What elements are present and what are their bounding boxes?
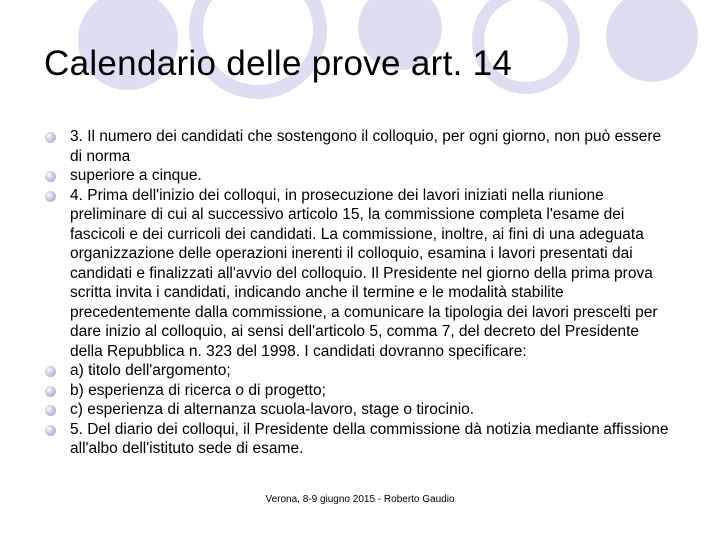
bullet-item: [0, 127, 720, 166]
bullet-icon: [45, 425, 56, 436]
deco-circle-3: [606, 0, 698, 82]
bullet-text: c) esperienza di alternanza scuola-lavoro, stage o tirocinio.: [70, 401, 475, 418]
bullet-icon: [45, 405, 56, 416]
bullet-list: [0, 127, 720, 459]
bullet-icon: [45, 132, 56, 143]
bullet-text: 4. Prima dell'inizio dei colloqui, in prosecuzione dei lavori iniziati nella riunione preliminare di cui al successivo articolo 15, la commissione completa l'esame dei fascicoli e dei curricoli dei candidati. La commissione, inoltre, ai fini di una adeguata organizzazione delle operazioni inerenti il colloquio, esamina i lavori presentati dai candidati e finalizzati all'avvio del colloquio. Il Presidente nel giorno della prima prova scritta invita i candidati, indicando anche il termine e le modalità stabilite precedentemente dalla commissione, a comunicare la tipologia dei lavori prescelti per dare inizio al colloquio, ai sensi dell'articolo 5, comma 7, del decreto del Presidente della Repubblica n. 323 del 1998. I candidati dovranno specificare:: [70, 186, 658, 360]
bullet-text: b) esperienza di ricerca o di progetto;: [70, 381, 326, 399]
bullet-text: 5. Del diario dei colloqui, il Presidente della commissione dà notizia mediante affissione all'albo dell'istituto sede di esame.: [70, 420, 669, 457]
bullet-item: [0, 166, 720, 186]
slide-footer: Verona, 8-9 giugno 2015 - Roberto Gaudio: [265, 494, 455, 505]
bullet-icon: [45, 191, 56, 202]
bullet-icon: [45, 171, 56, 182]
bullet-icon: [45, 366, 56, 377]
slide-title: Calendario delle prove art. 14: [44, 44, 513, 83]
bullet-item: [0, 400, 720, 420]
bullet-text: superiore a cinque.: [70, 167, 202, 184]
bullet-item: [0, 420, 720, 459]
bullet-item: [0, 381, 720, 401]
bullet-text: 3. Il numero dei candidati che sostengono il colloquio, per ogni giorno, non può essere di norma: [70, 128, 662, 165]
bullet-item: [0, 186, 720, 362]
bullet-item: [0, 361, 720, 381]
bullet-icon: [45, 386, 56, 397]
bullet-text: a) titolo dell'argomento;: [70, 362, 231, 379]
